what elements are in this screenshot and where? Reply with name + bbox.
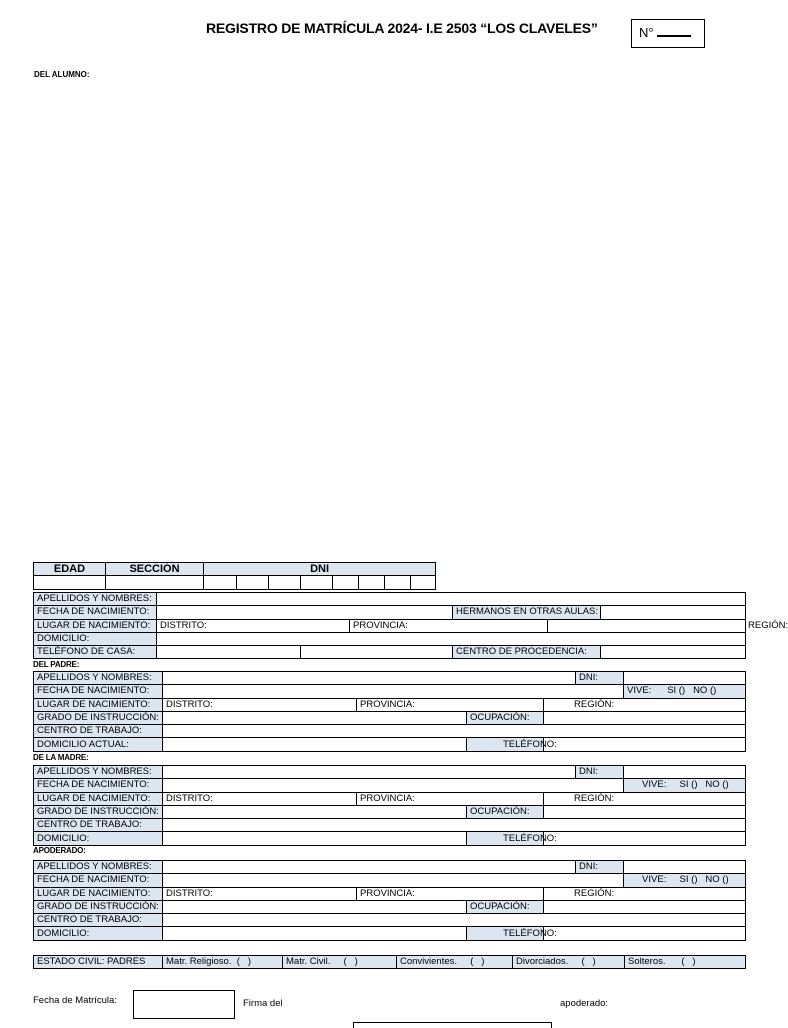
student-address-label: DOMICILIO: [34, 632, 157, 645]
region-label: REGIÓN: [574, 698, 615, 710]
student-birthdate-field[interactable] [157, 606, 453, 619]
guardian-workplace-field[interactable] [163, 914, 746, 927]
guardian-district-field[interactable] [163, 887, 357, 900]
mother-dni-field[interactable] [624, 766, 746, 779]
marital-religious-option[interactable]: Matr. Religioso. ( ) [163, 956, 283, 969]
origin-school-field[interactable] [601, 646, 746, 659]
student-province-field[interactable] [350, 619, 548, 632]
region-label: REGIÓN: [574, 887, 615, 899]
guardian-province-field[interactable] [357, 887, 544, 900]
guardian-phone-label: TELÉFONO: [467, 927, 544, 940]
edad-field[interactable] [34, 576, 106, 589]
edad-header: EDAD [34, 563, 106, 576]
student-region-field[interactable] [548, 619, 788, 632]
father-birthplace-label: LUGAR DE NACIMIENTO: [34, 698, 163, 711]
student-phone-field[interactable] [157, 646, 301, 659]
guardian-signature-label: apoderado: [560, 998, 609, 1009]
father-education-label: GRADO DE INSTRUCCIÓN: [34, 711, 163, 724]
father-occupation-field[interactable] [544, 711, 746, 724]
student-birthplace-label: LUGAR DE NACIMIENTO: [34, 619, 157, 632]
guardian-section-title: APODERADO: [33, 846, 86, 855]
province-label: PROVINCIA: [360, 698, 415, 710]
province-label: PROVINCIA: [360, 887, 415, 899]
guardian-names-label: APELLIDOS Y NOMBRES: [34, 861, 163, 874]
father-province-field[interactable] [357, 698, 544, 711]
number-label: N° [639, 25, 654, 40]
dni-digit[interactable] [269, 576, 301, 589]
mother-education-field[interactable] [163, 805, 467, 818]
dni-digit[interactable] [237, 576, 269, 589]
student-birthdate-label: FECHA DE NACIMIENTO: [34, 606, 157, 619]
mother-occupation-label: OCUPACIÓN: [467, 805, 544, 818]
father-birthdate-field[interactable] [163, 685, 624, 698]
district-label: DISTRITO: [166, 792, 213, 804]
father-occupation-label: OCUPACIÓN: [467, 711, 544, 724]
dni-digit[interactable] [204, 576, 237, 589]
alive-label: VIVE: [627, 685, 652, 697]
enrollment-date-label: Fecha de Matrícula: [33, 995, 117, 1006]
district-label: DISTRITO: [160, 619, 207, 631]
mother-section-title: DE LA MADRE: [33, 753, 89, 762]
father-workplace-label: CENTRO DE TRABAJO: [34, 725, 163, 738]
number-field[interactable] [657, 27, 691, 37]
mother-occupation-field[interactable] [544, 805, 746, 818]
father-region-field[interactable] [544, 698, 746, 711]
dni-digit[interactable] [359, 576, 385, 589]
mother-phone-field[interactable] [544, 832, 746, 845]
mother-province-field[interactable] [357, 792, 544, 805]
dni-digit[interactable] [301, 576, 333, 589]
student-names-field[interactable] [157, 593, 746, 606]
enrollment-date-field[interactable] [133, 990, 235, 1019]
seccion-field[interactable] [106, 576, 204, 589]
province-label: PROVINCIA: [360, 792, 415, 804]
mother-address-field[interactable] [163, 832, 467, 845]
father-address-field[interactable] [163, 738, 467, 751]
mother-dni-label: DNI: [576, 766, 624, 779]
alive-no-option[interactable]: NO () [693, 685, 717, 697]
mother-district-field[interactable] [163, 792, 357, 805]
dni-header: DNI [204, 563, 436, 576]
siblings-label: HERMANOS EN OTRAS AULAS: [453, 606, 601, 619]
origin-school-label: CENTRO DE PROCEDENCIA: [453, 646, 601, 659]
alive-yes-option[interactable]: SI () [667, 685, 686, 697]
mother-workplace-label: CENTRO DE TRABAJO: [34, 819, 163, 832]
signature-field[interactable] [353, 1022, 552, 1028]
mother-birthplace-label: LUGAR DE NACIMIENTO: [34, 792, 163, 805]
guardian-dni-field[interactable] [624, 861, 746, 874]
alive-no-option[interactable]: NO () [705, 874, 729, 886]
student-phone-label: TELÉFONO DE CASA: [34, 646, 157, 659]
student-names-label: APELLIDOS Y NOMBRES: [34, 593, 157, 606]
region-label: REGIÓN: [748, 619, 788, 631]
guardian-workplace-label: CENTRO DE TRABAJO: [34, 914, 163, 927]
alive-yes-option[interactable]: SI () [679, 779, 698, 791]
guardian-birthdate-field[interactable] [163, 874, 624, 887]
mother-names-field[interactable] [163, 766, 576, 779]
mother-names-label: APELLIDOS Y NOMBRES: [34, 766, 163, 779]
father-education-field[interactable] [163, 711, 467, 724]
alive-label: VIVE: [642, 874, 667, 886]
guardian-education-field[interactable] [163, 900, 467, 913]
guardian-dni-label: DNI: [576, 861, 624, 874]
marital-divorced-option[interactable]: Divorciados. ( ) [513, 956, 625, 969]
district-label: DISTRITO: [166, 698, 213, 710]
father-district-field[interactable] [163, 698, 357, 711]
student-table [33, 592, 788, 659]
province-label: PROVINCIA: [353, 619, 408, 631]
marital-cohabiting-option[interactable]: Convivientes. ( ) [397, 956, 513, 969]
mother-education-label: GRADO DE INSTRUCCIÓN: [34, 805, 163, 818]
father-alive-field[interactable] [624, 685, 746, 698]
father-birthdate-label: FECHA DE NACIMIENTO: [34, 685, 163, 698]
marital-status-table [33, 955, 746, 969]
dni-digit[interactable] [411, 576, 436, 589]
guardian-occupation-label: OCUPACIÓN: [467, 900, 544, 913]
guardian-alive-field[interactable] [624, 874, 746, 887]
region-label: REGIÓN: [574, 792, 615, 804]
mother-phone-label: TELÉFONO: [467, 832, 544, 845]
seccion-header: SECCIÓN [106, 563, 204, 576]
guardian-names-field[interactable] [163, 861, 576, 874]
mother-birthdate-label: FECHA DE NACIMIENTO: [34, 779, 163, 792]
guardian-address-label: DOMICILIO: [34, 927, 163, 940]
mother-workplace-field[interactable] [163, 819, 746, 832]
father-section-title: DEL PADRE: [33, 660, 80, 669]
father-address-label: DOMICILIO ACTUAL: [34, 738, 163, 751]
father-table [33, 671, 746, 752]
alive-label: VIVE: [642, 779, 667, 791]
alive-yes-option[interactable]: SI () [679, 874, 698, 886]
student-id-table [33, 562, 436, 590]
marital-status-label: ESTADO CIVIL: PADRES [34, 956, 163, 969]
father-dni-label: DNI: [576, 672, 624, 685]
student-phone-extra-field[interactable] [301, 646, 453, 659]
signature-label: Firma del [243, 998, 283, 1009]
father-names-label: APELLIDOS Y NOMBRES: [34, 672, 163, 685]
alive-no-option[interactable]: NO () [705, 779, 729, 791]
mother-table [33, 765, 746, 846]
guardian-occupation-field[interactable] [544, 900, 746, 913]
father-phone-field[interactable] [544, 738, 746, 751]
mother-alive-field[interactable] [624, 779, 746, 792]
guardian-region-field[interactable] [544, 887, 746, 900]
guardian-phone-field[interactable] [544, 927, 746, 940]
registration-number-box[interactable] [631, 19, 705, 48]
marital-civil-option[interactable]: Matr. Civil. ( ) [283, 956, 397, 969]
page-title: REGISTRO DE MATRÍCULA 2024- I.E 2503 “LOS CLAVELES” [206, 20, 598, 36]
guardian-education-label: GRADO DE INSTRUCCIÓN: [34, 900, 163, 913]
student-section-title: DEL ALUMNO: [34, 70, 90, 79]
guardian-birthplace-label: LUGAR DE NACIMIENTO: [34, 887, 163, 900]
student-address-field[interactable] [157, 632, 746, 645]
father-workplace-field[interactable] [163, 725, 746, 738]
dni-digit[interactable] [385, 576, 411, 589]
father-dni-field[interactable] [624, 672, 746, 685]
guardian-birthdate-label: FECHA DE NACIMIENTO: [34, 874, 163, 887]
father-phone-label: TELÉFONO: [467, 738, 544, 751]
student-district-field[interactable] [157, 619, 350, 632]
siblings-field[interactable] [601, 606, 746, 619]
father-names-field[interactable] [163, 672, 576, 685]
marital-single-option[interactable]: Solteros. ( ) [625, 956, 746, 969]
mother-address-label: DOMICILIO: [34, 832, 163, 845]
guardian-address-field[interactable] [163, 927, 467, 940]
district-label: DISTRITO: [166, 887, 213, 899]
dni-digit[interactable] [333, 576, 359, 589]
mother-region-field[interactable] [544, 792, 746, 805]
mother-birthdate-field[interactable] [163, 779, 624, 792]
guardian-table [33, 860, 746, 941]
